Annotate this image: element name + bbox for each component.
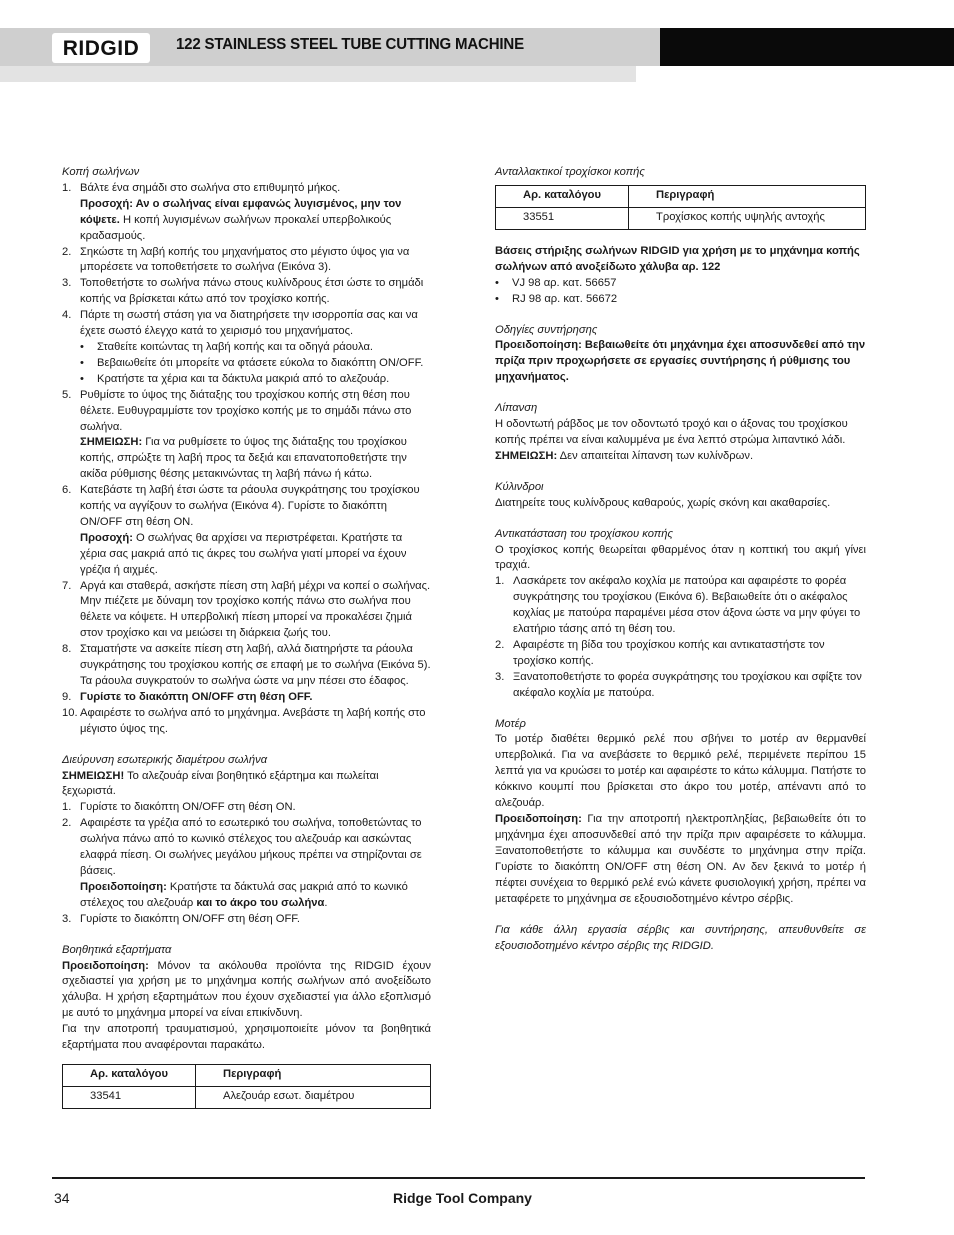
list-item: 9. Γυρίστε το διακόπτη ON/OFF στη θέση OFF. <box>62 690 313 703</box>
section-reaming <box>62 753 431 928</box>
ridgid-logo <box>52 33 150 63</box>
maintenance-warning: Προειδοποίηση: Βεβαιωθείτε ότι μηχάνημα έχει αποσυνδεθεί από την πρίζα πριν προχωρήσετε σε εργασίες συντήρησης ή ρύθμισης του μηχανήματος. <box>495 339 866 384</box>
bullet-item: • Βεβαιωθείτε ότι μπορείτε να φτάσετε εύκολα το διακόπτη ON/OFF. <box>80 356 424 369</box>
table-header-row <box>496 185 866 207</box>
stance-bullets <box>80 340 431 388</box>
list-item: 7. Αργά και σταθερά, ασκήστε πίεση στη λαβή μέχρι να κοπεί ο σωλήνας. Μην πιέζετε με δύναμη τον τροχίσκο κοπής πάνω στο σωλήνα που θέλετε να κόψετε. Η υπερβολική πίεση μπορεί να προκαλέσει ζημιά στον τροχίσκο και να μειώσει τη διάρκεια ζωής του. <box>62 579 431 640</box>
section-title: Κοπή σωλήνων <box>62 166 140 178</box>
list-item: 2. Αφαιρέστε τα γρέζια από το εσωτερικό του σωλήνα, τοποθετώντας το σωλήνα πάνω από το κωνικό στέλεχος του αλεζουάρ και ασκώντας ελαφρά πίεση. Οι σωλήνες μεγάλου μήκους πρέπει να στηρίζονται σε βάσεις. Προειδοποίηση: Κρατήστε τα δάκτυλά σας μακριά από το κωνικό στέλεχος του αλεζουάρ και το άκρο του σωλήνα. <box>62 817 422 909</box>
list-item: 10. Αφαιρέστε το σωλήνα από το μηχάνημα. Ανεβάστε τη λαβή κοπής στο μέγιστο ύψος της. <box>62 706 426 735</box>
accessories-paragraph: Για την αποτροπή τραυματισμού, χρησιμοποιείτε μόνον τα βοηθητικά εξαρτήματα που αναφέρονται παρακάτω. <box>62 1023 431 1052</box>
section-title: Αντικατάσταση του τροχίσκου κοπής <box>495 527 673 540</box>
reaming-note: ΣΗΜΕΙΩΣΗ! Το αλεζουάρ είναι βοηθητικό εξάρτημα και πωλείται ξεχωριστά. <box>62 769 379 798</box>
bullet-item: • VJ 98 αρ. κατ. 56657 <box>495 276 617 289</box>
header-band-dark <box>660 28 954 66</box>
section-title: Βοηθητικά εξαρτήματα <box>62 943 172 956</box>
column-header: Περιγραφή <box>196 1064 431 1086</box>
footer-rule <box>52 1177 865 1179</box>
table-cell: Αλεζουάρ εσωτ. διαμέτρου <box>196 1086 431 1108</box>
section-cutting <box>62 165 431 738</box>
table-row <box>63 1086 431 1108</box>
section-maintenance <box>495 323 866 387</box>
section-lubrication <box>495 401 866 465</box>
table-row <box>496 207 866 229</box>
list-item: 1. Γυρίστε το διακόπτη ON/OFF στη θέση ON. <box>62 801 296 814</box>
motor-warning: Προειδοποίηση: Για την αποτροπή ηλεκτροπληξίας, βεβαιωθείτε ότι το μηχάνημα έχει αποσυνδεθεί από την πρίζα πριν αφαιρέσετε το κάλυμμα. Ξανατοποθετήστε το κάλυμμα και συνδέστε το μηχάνημα στην πρίζα. Γυρίστε το διακόπτη ON/OFF στη θέση ON. Αν δεν ξεκινά το μοτέρ ή πέφτει συνέχεια το θερμικό ρελέ ενώ κάνετε φυσιολογική χρήση, πρέπει να μεταφέρετε το μηχάνημα σε εξουσιοδοτημένο κέντρο σέρβις. <box>495 813 866 905</box>
column-header: Αρ. καταλόγου <box>63 1064 196 1086</box>
wheel-replacement-steps <box>495 574 866 701</box>
lubrication-text: Η οδοντωτή ράβδος με τον οδοντωτό τροχό και ο άξονας του τροχίσκου κοπής πρέπει να είναι καλυμμένα με ένα λεπτό στρώμα λιπαντικό λάδι. <box>495 418 848 446</box>
replacement-table <box>495 185 866 230</box>
section-title: Οδηγίες συντήρησης <box>495 323 598 336</box>
footer-company: Ridge Tool Company <box>393 1190 532 1206</box>
section-title: Μοτέρ <box>495 717 526 730</box>
list-item: 2. Αφαιρέστε τη βίδα του τροχίσκου κοπής και αντικαταστήστε τον τροχίσκο κοπής. <box>495 638 825 667</box>
table-cell: 33551 <box>496 207 629 229</box>
table-cell: Τροχίσκος κοπής υψηλής αντοχής <box>629 207 866 229</box>
accessories-warning: Προειδοποίηση: Μόνον τα ακόλουθα προϊόντα της RIDGID έχουν σχεδιαστεί για χρήση με το μηχάνημα κοπής σωλήνων από ανοξείδωτο χάλυβα. Η χρήση εξαρτημάτων που έχουν σχεδιαστεί για άλλο εξοπλισμό με αυτό το μηχάνημα μπορεί να είναι επικίνδυνη. <box>62 959 431 1020</box>
stands-list <box>495 276 866 308</box>
list-item: 3. Ξανατοποθετήστε το φορέα συγκράτησης του τροχίσκου και σφίξτε τον ακέφαλο κοχλία με πατούρα. <box>495 670 862 699</box>
column-header: Περιγραφή <box>629 185 866 207</box>
list-item: 3. Τοποθετήστε το σωλήνα πάνω στους κυλίνδρους έτσι ώστε το σημάδι κοπής να βρίσκεται κάτω από τον τροχίσκο κοπής. <box>62 277 424 306</box>
accessories-table <box>62 1064 431 1109</box>
rollers-text: Διατηρείτε τους κυλίνδρους καθαρούς, χωρίς σκόνη και ακαθαρσίες. <box>495 496 831 509</box>
list-item: 3. Γυρίστε το διακόπτη ON/OFF στη θέση OFF. <box>62 912 301 925</box>
section-stands <box>495 244 866 308</box>
section-replacement-wheels <box>495 165 866 230</box>
lubrication-note: ΣΗΜΕΙΩΣΗ: Δεν απαιτείται λίπανση των κυλίνδρων. <box>495 449 754 462</box>
closing-note: Για κάθε άλλη εργασία σέρβις και συντήρησης, απευθυνθείτε σε εξουσιοδοτημένο κέντρο σέρβις της RIDGID. <box>495 924 866 953</box>
column-header: Αρ. καταλόγου <box>496 185 629 207</box>
section-wheel-replacement <box>495 527 866 702</box>
list-item: 8. Σταματήστε να ασκείτε πίεση στη λαβή, αλλά διατηρήστε τα ράουλα συγκράτησης του τροχίσκου κοπής σε επαφή με το σωλήνα (Εικόνα 5). Τα ράουλα συγκρατούν το σωλήνα ώστε να μην πέσει στο έδαφος. <box>62 643 431 687</box>
section-title: Κύλινδροι <box>495 480 544 493</box>
left-column <box>62 165 431 1109</box>
right-column <box>495 165 866 955</box>
list-item: 1. Λασκάρετε τον ακέφαλο κοχλία με πατούρα και αφαιρέστε το φορέα συγκράτησης του τροχίσκου (Εικόνα 6). Βεβαιωθείτε ότι ο ακέφαλος κοχλίας με πατούρα παραμένει μέσα στον άξονα ώστε να μην φύγει το ελατήριο τάσης από τη θέση του. <box>495 575 861 636</box>
list-item: 2. Σηκώστε τη λαβή κοπής του μηχανήματος στο μέγιστο ύψος για να μπορέσετε να τοποθετήσετε το σωλήνα (Εικόνα 3). <box>62 245 410 274</box>
page-number: 34 <box>54 1190 70 1206</box>
section-rollers <box>495 480 866 512</box>
section-title: Ανταλλακτικοί τροχίσκοι κοπής <box>495 166 645 178</box>
list-item: 6. Κατεβάστε τη λαβή έτσι ώστε τα ράουλα συγκράτησης του τροχίσκου κοπής να αγγίξουν το σωλήνα (Εικόνα 4). Γυρίστε το διακόπτη ON/OFF στη θέση ON. Προσοχή: Ο σωλήνας θα αρχίσει να περιστρέφεται. Κρατήστε τα χέρια σας μακριά από τις άκρες του σωλήνα γιατί μπορεί να έχουν γρέζια ή αιχμές. <box>62 484 420 576</box>
wheel-replacement-intro: Ο τροχίσκος κοπής θεωρείται φθαρμένος όταν η κοπτική του ακμή γίνει τραχιά. <box>495 543 866 572</box>
list-item: 5. Ρυθμίστε το ύψος της διάταξης του τροχίσκου κοπής στη θέση που θέλετε. Ευθυγραμμίστε τον τροχίσκο κοπής με το σημάδι πάνω στο σωλήνα. ΣΗΜΕΙΩΣΗ: Για να ρυθμίσετε το ύψος της διάταξης του τροχίσκου κοπής, σπρώξτε τη λαβή προς τα δεξιά και επανατοποθετήστε την ακίδα ρύθμισης θέσης μετακινώντας τη λαβή πάνω ή κάτω. <box>62 388 412 481</box>
list-item: 4. Πάρτε τη σωστή στάση για να διατηρήσετε την ισορροπία σας και να έχετε σωστό έλεγχο κατά το χειρισμό του μηχανήματος. • Σταθείτε κοιτώντας τη λαβή κοπής και τα οδηγά ράουλα. • Βεβαιωθείτε ότι μπορείτε να φτάσετε εύκολα το διακόπτη ON/OFF. • Κρατήστε τα χέρια και τα δάκτυλα μακριά από το αλεζουάρ. <box>62 308 431 388</box>
svg-text:RIDGID: RIDGID <box>62 37 140 60</box>
list-item: 1. Βάλτε ένα σημάδι στο σωλήνα στο επιθυμητό μήκος. Προσοχή: Αν ο σωλήνας είναι εμφανώς λυγισμένος, μην τον κόψετε. Η κοπή λυγισμένων σωλήνων προκαλεί υπερβολικούς κραδασμούς. <box>62 181 402 242</box>
table-cell: 33541 <box>63 1086 196 1108</box>
bullet-item: • RJ 98 αρ. κατ. 56672 <box>495 292 618 305</box>
cutting-steps <box>62 181 431 738</box>
section-title: Διεύρυνση εσωτερικής διαμέτρου σωλήνα <box>62 753 268 766</box>
section-motor <box>495 717 866 908</box>
page-header <box>0 0 954 82</box>
table-header-row <box>63 1064 431 1086</box>
stands-title: Βάσεις στήριξης σωλήνων RIDGID για χρήση με το μηχάνημα κοπής σωλήνων από ανοξείδωτο χάλυβα αρ. 122 <box>495 244 860 273</box>
motor-text: Το μοτέρ διαθέτει θερμικό ρελέ που σβήνει το μοτέρ αν θερμανθεί υπερβολικά. Για να ανεβάσετε το θερμικό ρελέ, περιμένετε περίπου 15 λεπτά για να κρυώσει το μοτέρ και αφαιρέστε το κάτω κάλυμμα. Πατήστε το κόκκινο κουμπί που βρίσκεται στο άκρο του μοτέρ, απέναντι από το αλεζουάρ. <box>495 733 866 810</box>
bullet-item: • Κρατήστε τα χέρια και τα δάκτυλα μακριά από το αλεζουάρ. <box>80 372 390 385</box>
header-band-under <box>0 66 636 82</box>
bullet-item: • Σταθείτε κοιτώντας τη λαβή κοπής και τα οδηγά ράουλα. <box>80 340 374 353</box>
section-accessories <box>62 943 431 1109</box>
reaming-steps <box>62 800 431 927</box>
section-title: Λίπανση <box>495 402 538 415</box>
document-title: 122 STAINLESS STEEL TUBE CUTTING MACHINE <box>176 36 524 53</box>
